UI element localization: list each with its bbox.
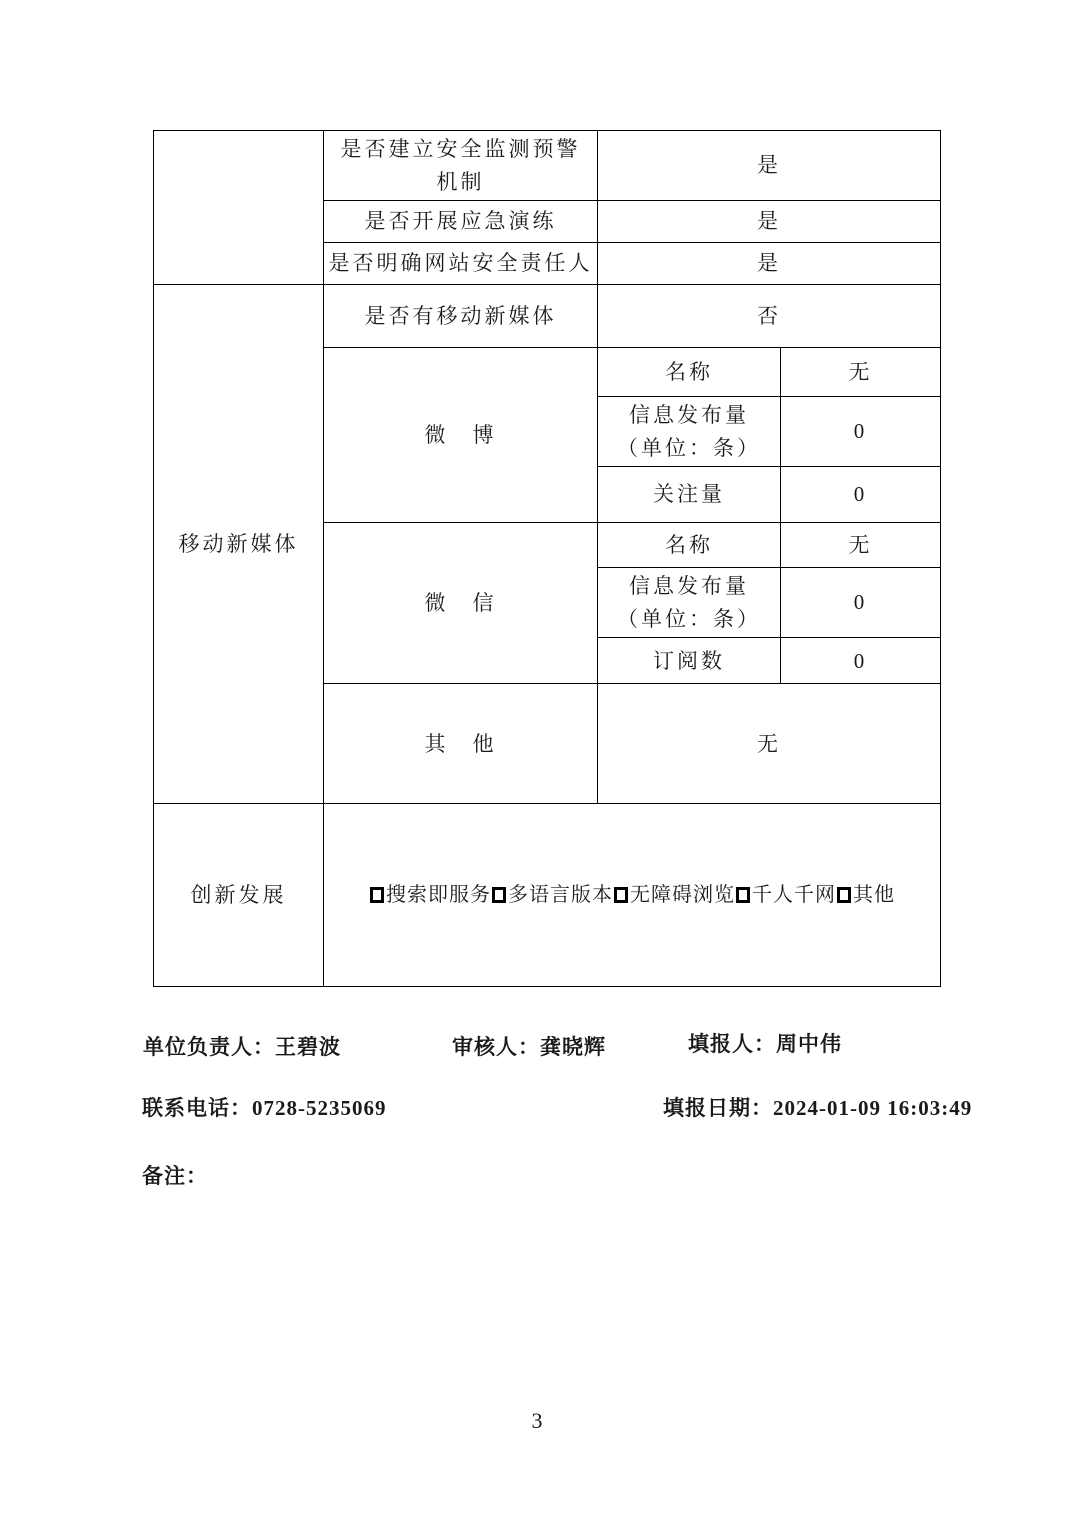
- question-label: 是否建立安全监测预警: [340, 137, 581, 161]
- answer-cell: 无: [598, 684, 941, 804]
- innovation-options: [326, 880, 938, 911]
- question-label: 机制: [436, 169, 485, 194]
- checkbox-unchecked-icon: [837, 887, 851, 903]
- field-label: 信息发布量: [629, 574, 749, 599]
- answer-cell: 是: [598, 131, 941, 201]
- form-table: [153, 130, 941, 987]
- field-label-cell: 名称: [598, 523, 781, 568]
- field-value-cell: 0: [781, 638, 941, 684]
- checkbox-unchecked-icon: [370, 887, 384, 903]
- checkbox-option-label: 搜索即服务: [386, 883, 491, 906]
- field-label-cell: 名称: [598, 348, 781, 397]
- table-row: [154, 285, 941, 348]
- checkbox-unchecked-icon: [614, 887, 628, 903]
- field-label-cell: 关注量: [598, 467, 781, 523]
- field-label: 信息发布量: [629, 403, 749, 428]
- field-label-cell: 订阅数: [598, 638, 781, 684]
- field-label-cell: [598, 397, 781, 467]
- other-media-label-cell: 其 他: [324, 684, 598, 804]
- innovation-options-cell: [324, 804, 941, 987]
- field-label: （单位：条）: [617, 435, 761, 460]
- field-label-cell: [598, 568, 781, 638]
- section-label-cell-innovation: 创新发展: [154, 804, 324, 987]
- section-label-cell-empty: [154, 131, 324, 285]
- answer-cell: 是: [598, 243, 941, 285]
- question-cell: 是否有移动新媒体: [324, 285, 598, 348]
- weibo-label-cell: 微 博: [324, 348, 598, 523]
- table-row: [154, 131, 941, 201]
- footer-filler: 填报人：周中伟: [688, 1032, 842, 1056]
- question-cell: 是否明确网站安全责任人: [324, 243, 598, 285]
- table-row: [154, 804, 941, 987]
- footer-reviewer: 审核人：龚晓辉: [452, 1035, 606, 1059]
- page-number: 3: [531, 1408, 543, 1433]
- checkbox-unchecked-icon: [736, 887, 750, 903]
- question-cell: 是否开展应急演练: [324, 201, 598, 243]
- field-value-cell: 0: [781, 568, 941, 638]
- footer-remarks: 备注：: [142, 1164, 208, 1188]
- field-label: （单位：条）: [617, 606, 761, 631]
- checkbox-option-label: 其他: [853, 883, 895, 906]
- footer-phone: 联系电话：0728-5235069: [142, 1096, 387, 1120]
- field-value-cell: 0: [781, 467, 941, 523]
- field-value-cell: 无: [781, 523, 941, 568]
- field-value-cell: 无: [781, 348, 941, 397]
- footer-fill-date: 填报日期：2024-01-09 16:03:49: [663, 1096, 973, 1120]
- wechat-label-cell: 微 信: [324, 523, 598, 684]
- checkbox-unchecked-icon: [492, 887, 506, 903]
- question-cell: [324, 131, 598, 201]
- section-label-cell-mobile-media: 移动新媒体: [154, 285, 324, 804]
- footer-unit-head: 单位负责人：王碧波: [143, 1035, 341, 1059]
- answer-cell: 否: [598, 285, 941, 348]
- checkbox-option-label: 多语言版本: [508, 883, 613, 906]
- field-value-cell: 0: [781, 397, 941, 467]
- answer-cell: 是: [598, 201, 941, 243]
- checkbox-option-label: 千人千网: [752, 883, 836, 906]
- checkbox-option-label: 无障碍浏览: [630, 883, 735, 906]
